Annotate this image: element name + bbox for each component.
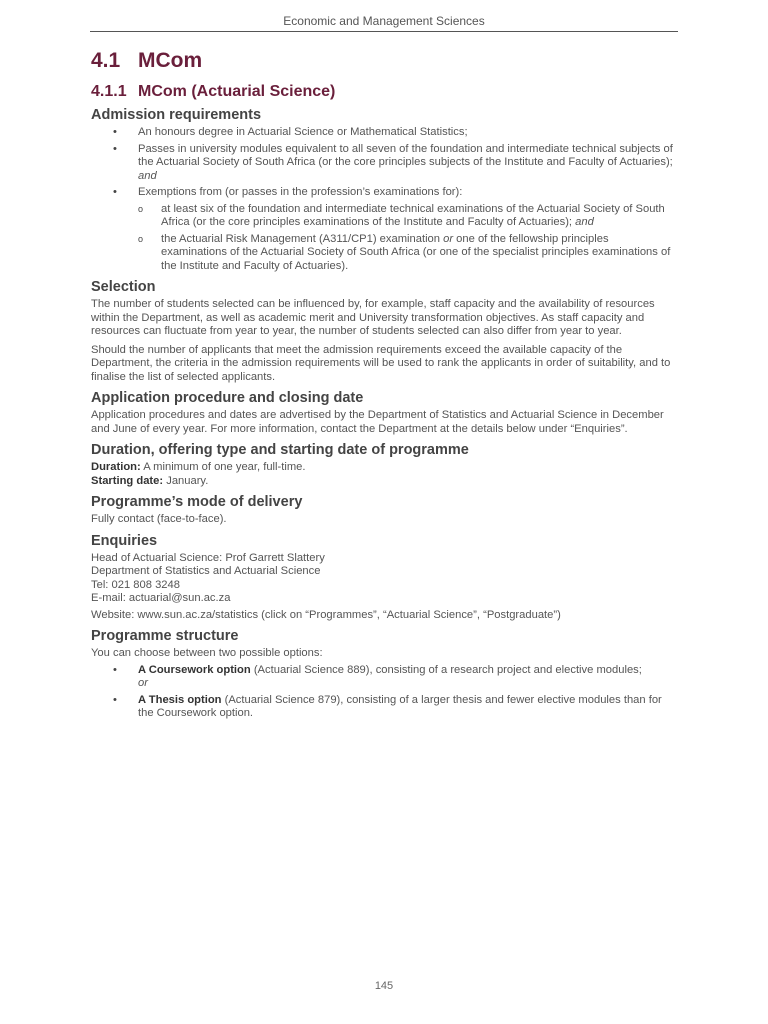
enquiries-heading: Enquiries <box>91 532 158 549</box>
enquiries-phone: Tel: 021 808 3248 <box>91 578 180 591</box>
delivery-paragraph: Fully contact (face-to-face). <box>91 513 227 525</box>
sublist-item <box>138 203 677 230</box>
page-content <box>91 44 677 724</box>
exemptions-sublist <box>138 203 677 274</box>
selection-paragraph-2: Should the number of applicants that meet the admission requirements exceed the available capacity of the Department, the criteria in the admission requirements will be used to rank the applicants in order of suitability, and to finalise the list of selected applicants. <box>91 343 671 383</box>
sublist-item-text: one of the fellowship principles examinations of the Actuarial Society of South Africa (or one of the specialist principles examinations of the Institute and Faculty of Actuaries). <box>161 232 671 272</box>
sublist-item <box>138 233 677 274</box>
subsection-number: 4.1.1 <box>91 83 127 100</box>
duration-value: A minimum of one year, full-time. <box>143 461 306 473</box>
programme-structure-heading: Programme structure <box>91 628 239 644</box>
conjunction-text: or <box>443 232 454 245</box>
list-item <box>91 694 677 721</box>
option-title: A Thesis option <box>138 693 222 706</box>
section-number: 4.1 <box>91 49 121 72</box>
selection-paragraph-1: The number of students selected can be influenced by, for example, staff capacity and the availability of resources within the Department, as well as academic merit and University transformation objectives. As staff capacity and resources can fluctuate from year to year, the number of students selected can also differ from year to year. <box>91 298 655 337</box>
admission-requirements-heading: Admission requirements <box>91 107 262 123</box>
subsection-heading-4-1-1 <box>91 78 677 105</box>
starting-date-label: Starting date: <box>91 474 164 487</box>
sublist-item-text: the Actuarial Risk Management (A311/CP1) examination <box>161 232 440 245</box>
option-text: (Actuarial Science 879), consisting of a larger thesis and fewer elective modules than for the Coursework option. <box>138 693 662 719</box>
selection-heading: Selection <box>91 279 156 295</box>
enquiries-email: E-mail: actuarial@sun.ac.za <box>91 592 231 604</box>
programme-structure-intro: You can choose between two possible options: <box>91 647 323 659</box>
page-number: 145 <box>374 980 394 992</box>
application-heading: Application procedure and closing date <box>91 390 364 406</box>
running-header-title: Economic and Management Sciences <box>283 14 485 28</box>
conjunction-text: and <box>575 216 594 228</box>
delivery-heading: Programme’s mode of delivery <box>91 494 303 510</box>
list-item <box>91 664 677 691</box>
section-title: MCom <box>138 49 203 72</box>
duration-label: Duration: <box>91 461 141 473</box>
admission-requirements-list <box>91 126 677 273</box>
section-heading-4-1 <box>91 44 677 78</box>
subsection-title: MCom (Actuarial Science) <box>138 83 336 100</box>
option-title: A Coursework option <box>138 663 251 676</box>
starting-date-value: January. <box>166 474 209 487</box>
enquiries-website: Website: www.sun.ac.za/statistics (click on “Programmes”, “Actuarial Science”, “Postgraduate”) <box>91 608 561 621</box>
conjunction-text: and <box>138 169 157 182</box>
list-item-text: An honours degree in Actuarial Science or Mathematical Statistics; <box>138 126 468 138</box>
conjunction-text: or <box>138 677 148 689</box>
sublist-item-text: at least six of the foundation and intermediate technical examinations of the Actuarial Society of South Africa (or the core principles examinations of the Institute and Faculty of Actuaries); <box>161 202 665 228</box>
running-header <box>90 14 678 32</box>
enquiries-department: Department of Statistics and Actuarial Science <box>91 565 321 577</box>
list-item-text: Exemptions from (or passes in the profession’s examinations for): <box>138 186 463 198</box>
list-item <box>91 143 677 184</box>
starting-date-line <box>91 475 677 489</box>
programme-options-list <box>91 664 677 721</box>
duration-heading: Duration, offering type and starting date of programme <box>91 442 469 458</box>
list-item-text: Passes in university modules equivalent to all seven of the foundation and intermediate technical subjects of the Actuarial Society of South Africa (or the core principles subjects of the Institute and Faculty of Actuaries); <box>138 142 673 168</box>
enquiries-contact-name: Head of Actuarial Science: Prof Garrett Slattery <box>91 551 325 564</box>
application-paragraph: Application procedures and dates are advertised by the Department of Statistics and Actuarial Science in December and June of every year. For more information, contact the Department at the details below under “Enquiries”. <box>91 409 664 435</box>
list-item <box>91 126 677 140</box>
list-item <box>91 186 677 273</box>
option-text: (Actuarial Science 889), consisting of a research project and elective modules; <box>253 663 642 676</box>
duration-line <box>91 461 677 475</box>
